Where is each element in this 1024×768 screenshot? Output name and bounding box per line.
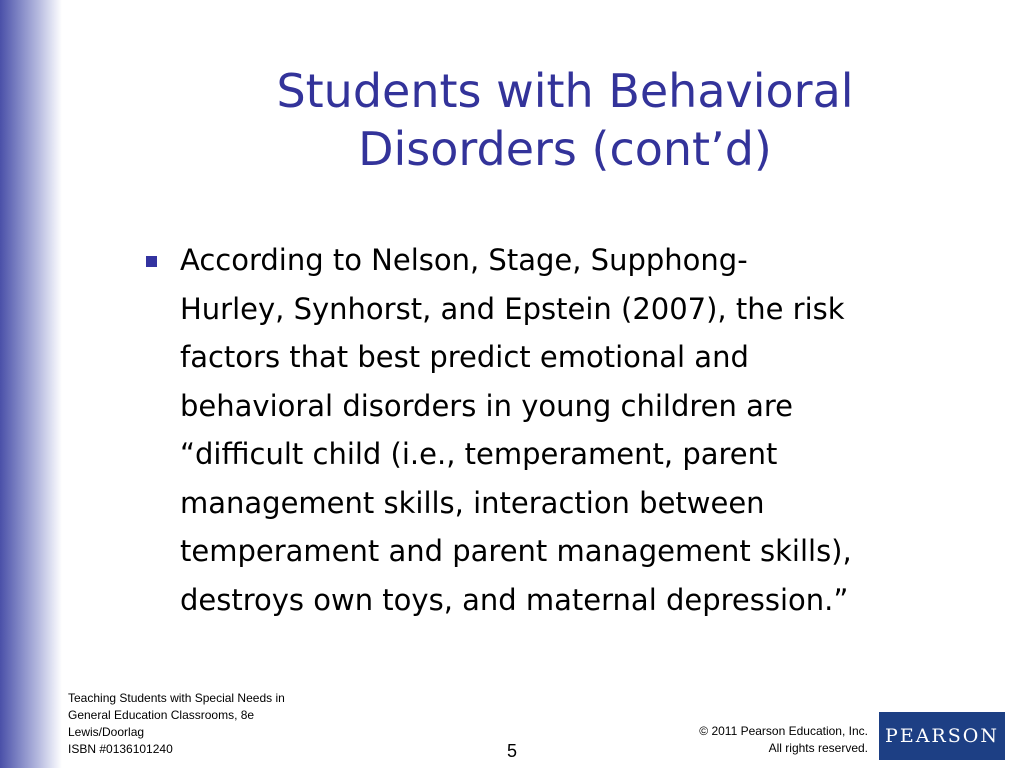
book-citation-line: General Education Classrooms, 8e	[68, 708, 255, 722]
book-citation-line: Lewis/Doorlag	[68, 725, 145, 739]
slide-title-line: Students with Behavioral	[276, 64, 854, 118]
bullet-text-line: factors that best predict emotional and	[180, 340, 749, 374]
slide-title	[180, 62, 950, 178]
page-number: 5	[506, 741, 517, 761]
copyright-line: All rights reserved.	[768, 741, 868, 755]
bullet-text-line: “difficult child (i.e., temperament, parent	[180, 437, 778, 471]
book-citation-line: ISBN #0136101240	[68, 742, 173, 756]
book-citation	[68, 690, 285, 758]
bullet-text	[180, 236, 995, 624]
copyright-notice	[699, 723, 868, 757]
bullet-text-line: destroys own toys, and maternal depression.”	[180, 582, 849, 617]
square-bullet-icon	[146, 256, 157, 267]
bullet-text-line: Hurley, Synhorst, and Epstein (2007), the risk	[180, 291, 845, 326]
bullet-text-line: behavioral disorders in young children are	[180, 388, 793, 423]
copyright-line: © 2011 Pearson Education, Inc.	[699, 724, 868, 738]
side-gradient-bar	[0, 0, 62, 768]
bullet-text-line: temperament and parent management skills),	[180, 534, 852, 568]
slide-title-line: Disorders (cont’d)	[358, 122, 772, 176]
bullet-list	[140, 236, 995, 624]
bullet-text-line: According to Nelson, Stage, Supphong-	[180, 243, 748, 277]
bullet-item	[140, 236, 995, 624]
pearson-logo-text: PEARSON	[885, 725, 999, 747]
pearson-logo	[879, 712, 1005, 760]
book-citation-line: Teaching Students with Special Needs in	[68, 691, 285, 705]
bullet-text-line: management skills, interaction between	[180, 485, 765, 520]
